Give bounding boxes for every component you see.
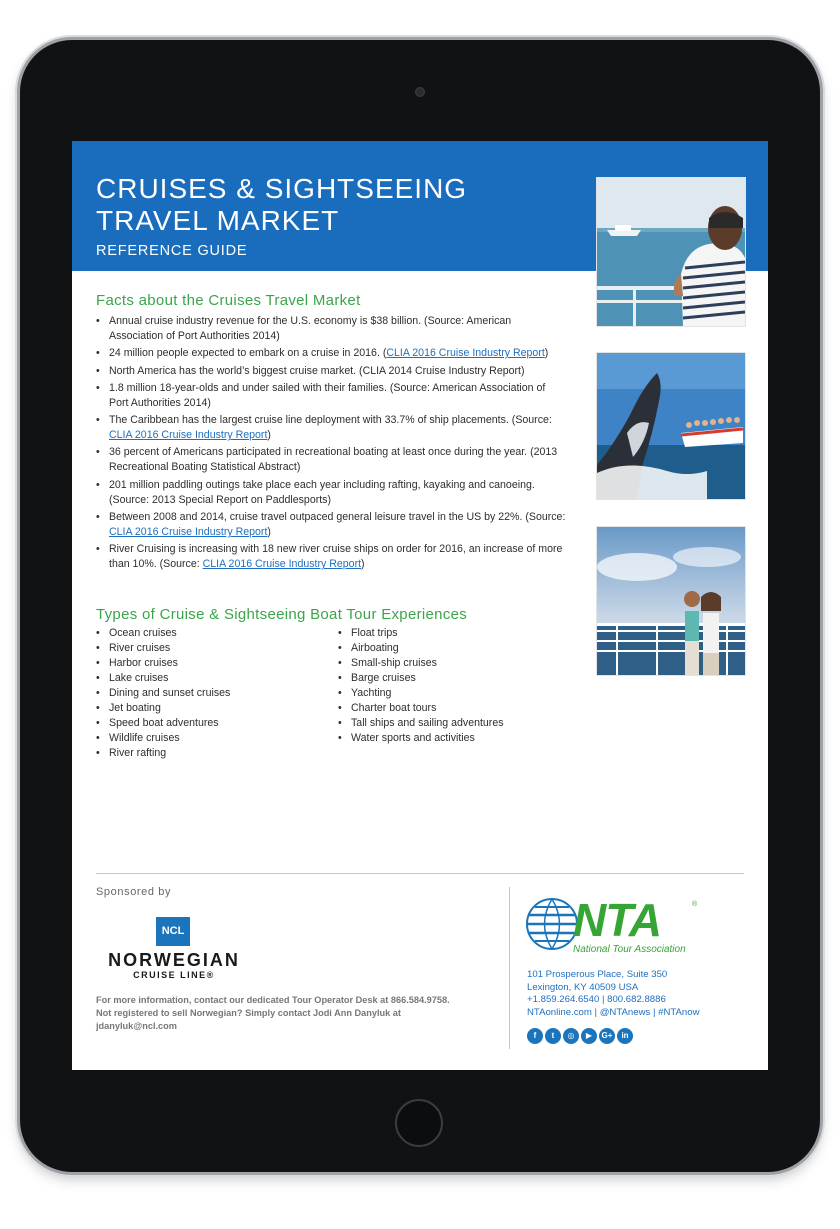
- facts-list: [96, 314, 566, 575]
- fact-item: • 24 million people expected to embark on a cruise in 2016. (CLIA 2016 Cruise Industry Report): [96, 346, 566, 361]
- list-item: • Ocean cruises: [96, 626, 316, 641]
- page-title: CRUISES & SIGHTSEEING TRAVEL MARKET: [96, 173, 468, 236]
- ncl-logo-mark: NCL: [156, 917, 190, 946]
- ncl-logo-name: NORWEGIAN: [108, 950, 240, 970]
- list-item: • Speed boat adventures: [96, 716, 316, 731]
- photo-whale-breach: [596, 352, 746, 500]
- camera-icon: [415, 87, 425, 97]
- footer-column-divider: [509, 887, 510, 1049]
- types-list-right: [338, 626, 558, 746]
- list-item: • Charter boat tours: [338, 701, 558, 716]
- phone-numbers[interactable]: +1.859.264.6540 | 800.682.8886: [527, 994, 666, 1006]
- nta-logo-text: NTA: [573, 894, 662, 946]
- facebook-icon[interactable]: f: [527, 1028, 543, 1044]
- nta-registered-mark: ®: [692, 901, 698, 908]
- clia-report-link[interactable]: CLIA 2016 Cruise Industry Report: [109, 429, 268, 442]
- types-list-left: [96, 626, 316, 761]
- footer-divider: [96, 873, 744, 874]
- fact-item: • River Cruising is increasing with 18 new river cruise ships on order for 2016, an increase of more than 10%. (Source: CLIA 2016 Cruise Industry Report): [96, 542, 566, 572]
- clia-report-link[interactable]: CLIA 2016 Cruise Industry Report: [109, 526, 268, 539]
- sponsor-contact-text: For more information, contact our dedicated Tour Operator Desk at 866.584.9758. Not registered to sell Norwegian? Simply contact Jodi Ann Danyluk at jdanyluk@ncl.com: [96, 995, 450, 1031]
- address-line-1: 101 Prosperous Place, Suite 350: [527, 969, 668, 980]
- fact-item: • The Caribbean has the largest cruise line deployment with 33.7% of ship placements. (Source: CLIA 2016 Cruise Industry Report): [96, 413, 566, 443]
- nta-logo: [525, 895, 705, 961]
- address-line-2: Lexington, KY 40509 USA: [527, 981, 639, 993]
- clia-report-link[interactable]: CLIA 2016 Cruise Industry Report: [386, 347, 545, 360]
- twitter-icon[interactable]: t: [545, 1028, 561, 1044]
- nta-contact-block: [527, 969, 700, 1020]
- nta-tagline: National Tour Association: [573, 944, 686, 955]
- list-item: • Yachting: [338, 686, 558, 701]
- clia-report-link[interactable]: CLIA 2016 Cruise Industry Report: [202, 558, 362, 571]
- photo-couple-at-railing: [596, 526, 746, 676]
- home-button[interactable]: [395, 1099, 443, 1147]
- linkedin-icon[interactable]: in: [617, 1028, 633, 1044]
- types-heading: Types of Cruise & Sightseeing Boat Tour Experiences: [96, 606, 468, 623]
- facts-heading: Facts about the Cruises Travel Market: [96, 292, 361, 309]
- ncl-logo-subtitle: CRUISE LINE®: [133, 970, 215, 980]
- page-subtitle: REFERENCE GUIDE: [96, 243, 248, 259]
- youtube-icon[interactable]: ▶: [581, 1028, 597, 1044]
- fact-item: • 201 million paddling outings take place each year including rafting, kayaking and canoeing. (Source: 2013 Special Report on Paddlesports): [96, 478, 566, 508]
- google-plus-icon[interactable]: G+: [599, 1028, 615, 1044]
- photo-man-on-deck: [596, 177, 746, 327]
- fact-item: • Between 2008 and 2014, cruise travel outpaced general leisure travel in the US by 22%. (Source: CLIA 2016 Cruise Industry Report): [96, 510, 566, 540]
- fact-item: • 1.8 million 18-year-olds and under sailed with their families. (Source: American Association of Port Authorities 2014): [96, 381, 566, 411]
- fact-item: • Annual cruise industry revenue for the U.S. economy is $38 billion. (Source: American Association of Port Authorities 2014): [96, 314, 566, 344]
- list-item: • Jet boating: [96, 701, 316, 716]
- list-item: • Lake cruises: [96, 671, 316, 686]
- list-item: • Tall ships and sailing adventures: [338, 716, 558, 731]
- list-item: • Wildlife cruises: [96, 731, 316, 746]
- document-page: [72, 141, 768, 1070]
- list-item: • River rafting: [96, 746, 316, 761]
- globe-icon: [525, 897, 579, 951]
- web-links[interactable]: NTAonline.com | @NTAnews | #NTAnow: [527, 1007, 700, 1019]
- fact-item: • 36 percent of Americans participated in recreational boating at least once during the year. (2013 Recreational Boating Statistical Abstract): [96, 445, 566, 475]
- list-item: • Airboating: [338, 641, 558, 656]
- fact-item: • North America has the world’s biggest cruise market. (CLIA 2014 Cruise Industry Report): [96, 364, 566, 379]
- list-item: • Harbor cruises: [96, 656, 316, 671]
- list-item: • Float trips: [338, 626, 558, 641]
- list-item: • Barge cruises: [338, 671, 558, 686]
- social-icons: [527, 1025, 635, 1044]
- sponsored-label: Sponsored by: [96, 886, 172, 898]
- list-item: • Dining and sunset cruises: [96, 686, 316, 701]
- instagram-icon[interactable]: ◎: [563, 1028, 579, 1044]
- list-item: • Small-ship cruises: [338, 656, 558, 671]
- list-item: • Water sports and activities: [338, 731, 558, 746]
- list-item: • River cruises: [96, 641, 316, 656]
